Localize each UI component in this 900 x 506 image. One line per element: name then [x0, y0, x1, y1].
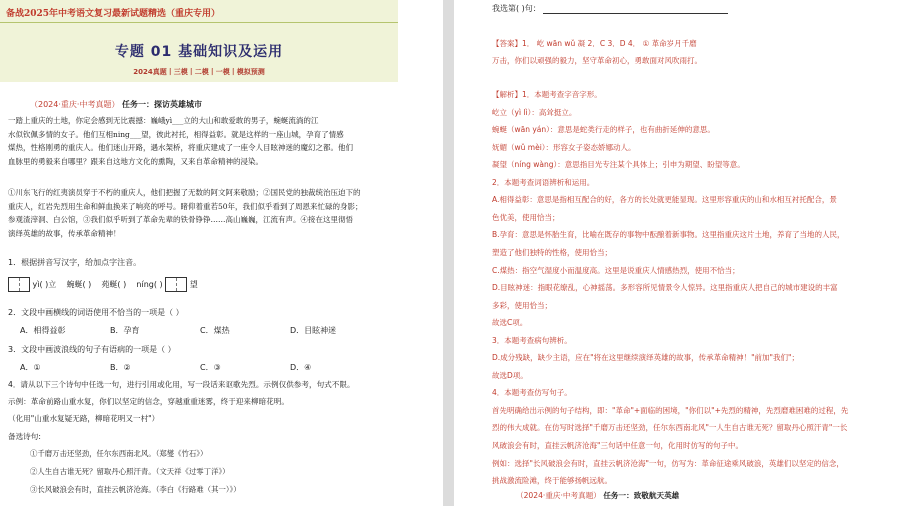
option[interactable]: B．② [110, 363, 131, 372]
left-document-page [0, 0, 443, 506]
task-2-source: （2024·重庆·中考真题） [516, 491, 601, 500]
analysis-line: 屹立（yì lì）：高耸挺立。 [492, 107, 577, 117]
analysis-line: 色优美，使用恰当； [492, 212, 560, 222]
analysis-line: A.相得益彰：意思是指相互配合的好，各方的长处就更能显现。这里形容重庆的山和水相互衬托配合，景 [492, 195, 837, 205]
passage-line: 一踏上重庆的土地，你定会感到无比震撼：巍峨yì___立的大山和敢爱敢的男子，蜿蜒流淌的江 [8, 116, 319, 125]
answer-line: 万击，你们以顽强的毅力，坚守革命初心，勇敢面对风吹雨打。 [492, 56, 702, 65]
analysis-line: 首先明确给出示例的句子结构，即："革命"+面临的困境，"你们以"+先烈的精神，先烈磨难困难的过程，先 [492, 405, 849, 415]
analysis-line: B.孕育：意思是怀胎生育，比喻在既存的事物中酝酿着新事物。这里指重庆这片土地，养育了当地的人民， [492, 230, 845, 240]
answer-line: 【答案】1． 屹 wān wǔ 凝 2．C 3．D 4． ① 革命岁月千磨 [492, 39, 697, 48]
right-document-page [454, 0, 900, 506]
analysis-line: 蜿蜒（wān yán）：意思是蛇类行走的样子，也有曲折延伸的意思。 [492, 125, 715, 135]
analysis-line: 例如：选择"长风破浪会有时，直挂云帆济沧海"一句，仿写为：革命征途乘风破浪，英雄们以坚定的信念， [492, 458, 844, 468]
q1-item: níng( ) [136, 280, 163, 289]
task-2-title: 任务一：致敬航天英雄 [603, 491, 680, 500]
q1-item: 苑蜒( ) [101, 280, 127, 289]
task-title: 任务一：探访英雄城市 [122, 100, 202, 109]
option[interactable]: C．③ [200, 363, 221, 372]
analysis-line: 挑战激流险滩，终于能够扬帆远航。 [492, 476, 612, 486]
choice-prompt: 我选第( )句： [492, 4, 541, 13]
task-2-heading [516, 490, 679, 501]
analysis-line: 妩媚（wǔ mèi）：形容女子姿态娇娜动人。 [492, 142, 636, 152]
analysis-line: 故选C项。 [492, 318, 528, 328]
header-divider [0, 22, 398, 23]
analysis-line: 3．本题考查病句辨析。 [492, 335, 572, 345]
question-4: 4．请从以下三个诗句中任选一句，进行引用或化用，写一段话来讴歌先烈。示例仅供参考，句式不限。 [8, 380, 355, 389]
page-subtitle: 2024真题丨三模丨二模丨一模丨模拟预测 [133, 68, 265, 76]
passage-line: 重庆人，红岩先烈用生命和鲜血换来了响亮的呼号。睹仰着重若50年，我们似乎看到了周恩来忙碌的身影； [8, 201, 363, 211]
passage-paragraph-2 [8, 186, 406, 240]
poem-list-label: 备选诗句: [8, 432, 41, 441]
question-3: 3．文段中画波浪线的句子有语病的一项是（ ） [8, 345, 176, 354]
option[interactable]: A．① [20, 363, 41, 372]
option[interactable]: D．④ [290, 363, 312, 372]
choice-line [492, 3, 728, 14]
question-2: 2．文段中画横线的词语使用不恰当的一项是（ ） [8, 308, 184, 317]
question-3-options [20, 362, 400, 373]
task-source: （2024·重庆·中考真题） [30, 100, 120, 109]
question-2-options [20, 325, 400, 336]
analysis-line: 多彩，使用恰当； [492, 300, 552, 310]
page-title: 专题 01 基础知识及运用 [114, 44, 284, 60]
poem-option: ③长风破浪会有时，直挂云帆济沧海。（李白《行路难（其一）》） [30, 485, 241, 494]
passage-line: 血脉里的勇毅来自哪里？跟来自这地方文化的熏陶，又来自革命精神的浸染。 [8, 156, 263, 166]
q1-item: 蜿蜒( ) [66, 280, 92, 289]
analysis-line: 【解析】1．本题考查字音字形。 [492, 90, 602, 99]
option[interactable]: A．相得益彰 [20, 326, 66, 335]
analysis-line: D.目眩神迷：指眼花缭乱，心神摇荡。多形容所见情景令人惊异。这里指重庆人把自己的城市建设的丰富 [492, 283, 838, 293]
task-heading [30, 99, 202, 110]
question-4-source: （化用"山重水复疑无路，柳暗花明又一村"） [8, 414, 160, 423]
option[interactable]: B．孕育 [110, 326, 140, 335]
passage-paragraph-1 [8, 114, 406, 168]
option[interactable]: C．煤热 [200, 326, 230, 335]
poem-option: ②人生自古谁无死？留取丹心照汗青。（文天祥《过零丁洋》） [30, 467, 230, 476]
question-1-items [8, 277, 198, 292]
poem-option: ①千磨万击还坚劲，任尔东西南北风。（郑燮《竹石》） [30, 449, 208, 458]
analysis-line: 塑造了他们独特的性格，使用恰当； [492, 247, 612, 257]
answer-blank[interactable] [543, 4, 728, 14]
question-1: 1．根据拼音写汉字，给加点字注音。 [8, 258, 142, 267]
analysis-line: C.煤热：指空气湿度小而温度高。这里是说重庆人情感热烈，使用不恰当； [492, 265, 740, 275]
q1-item: 望 [189, 280, 198, 289]
q1-item: yì( )立 [32, 280, 57, 289]
analysis-line: 4．本题考查仿写句子。 [492, 388, 572, 398]
question-4-example: 示例：革命前路山重水复，你们以坚定的信念，穿越重重迷雾，终于迎来柳暗花明。 [8, 397, 289, 406]
analysis-line: D.成分残缺，缺少主语，应在"将在这里继续演绎英雄的故事，传承革命精神！"前加"我们"； [492, 353, 799, 363]
passage-line: 演绎英雄的故事，传承革命精神！ [8, 228, 121, 238]
analysis-line: 故选D项。 [492, 370, 528, 380]
analysis-line: 2．本题考查词语辨析和运用。 [492, 177, 595, 187]
analysis-line: 烈的伟大成就。在仿写时选择"千磨万击还坚劲，任尔东西南北风"一人生自古谁无死？留取丹心照汗青"一长 [492, 423, 848, 433]
passage-line: 水似钦佩多情的女子。他们互相ning___望，彼此衬托，相得益彰。就是这样的一座山城，孕育了情感 [8, 129, 344, 139]
page-gap-scrollbar[interactable] [443, 0, 454, 506]
writing-box[interactable] [8, 277, 30, 292]
option[interactable]: D．目眩神迷 [290, 326, 337, 335]
writing-box[interactable] [165, 277, 187, 292]
analysis-line: 风破浪会有时，直挂云帆济沧海"三句话中任意一句，化用时仿写的句子中。 [492, 441, 743, 450]
passage-line: ①川东飞行的红夷演员穿于不朽的重庆人，他们把握了无数的阿文阿来敬励；②国民党的独裁统治压迫下的 [8, 188, 361, 197]
passage-line: 参观渣滓洞、白公馆，③我们似乎听到了革命先辈的铁骨铮铮……高山巍巍，江流有声。④接在这里彻悟 [8, 215, 353, 225]
analysis-line: 凝望（níng wàng）：意思指目光专注某个具体上；引申为期望、盼望等意。 [492, 160, 745, 170]
passage-line: 煤热，性格刚勇的重庆人。他们迷山开路，遇水架桥，将重庆建成了一座令人目眩神迷的魔幻之都。他们 [8, 143, 353, 153]
document-header: 备战2025年中考语文复习最新试题精选（重庆专用） [6, 9, 221, 19]
